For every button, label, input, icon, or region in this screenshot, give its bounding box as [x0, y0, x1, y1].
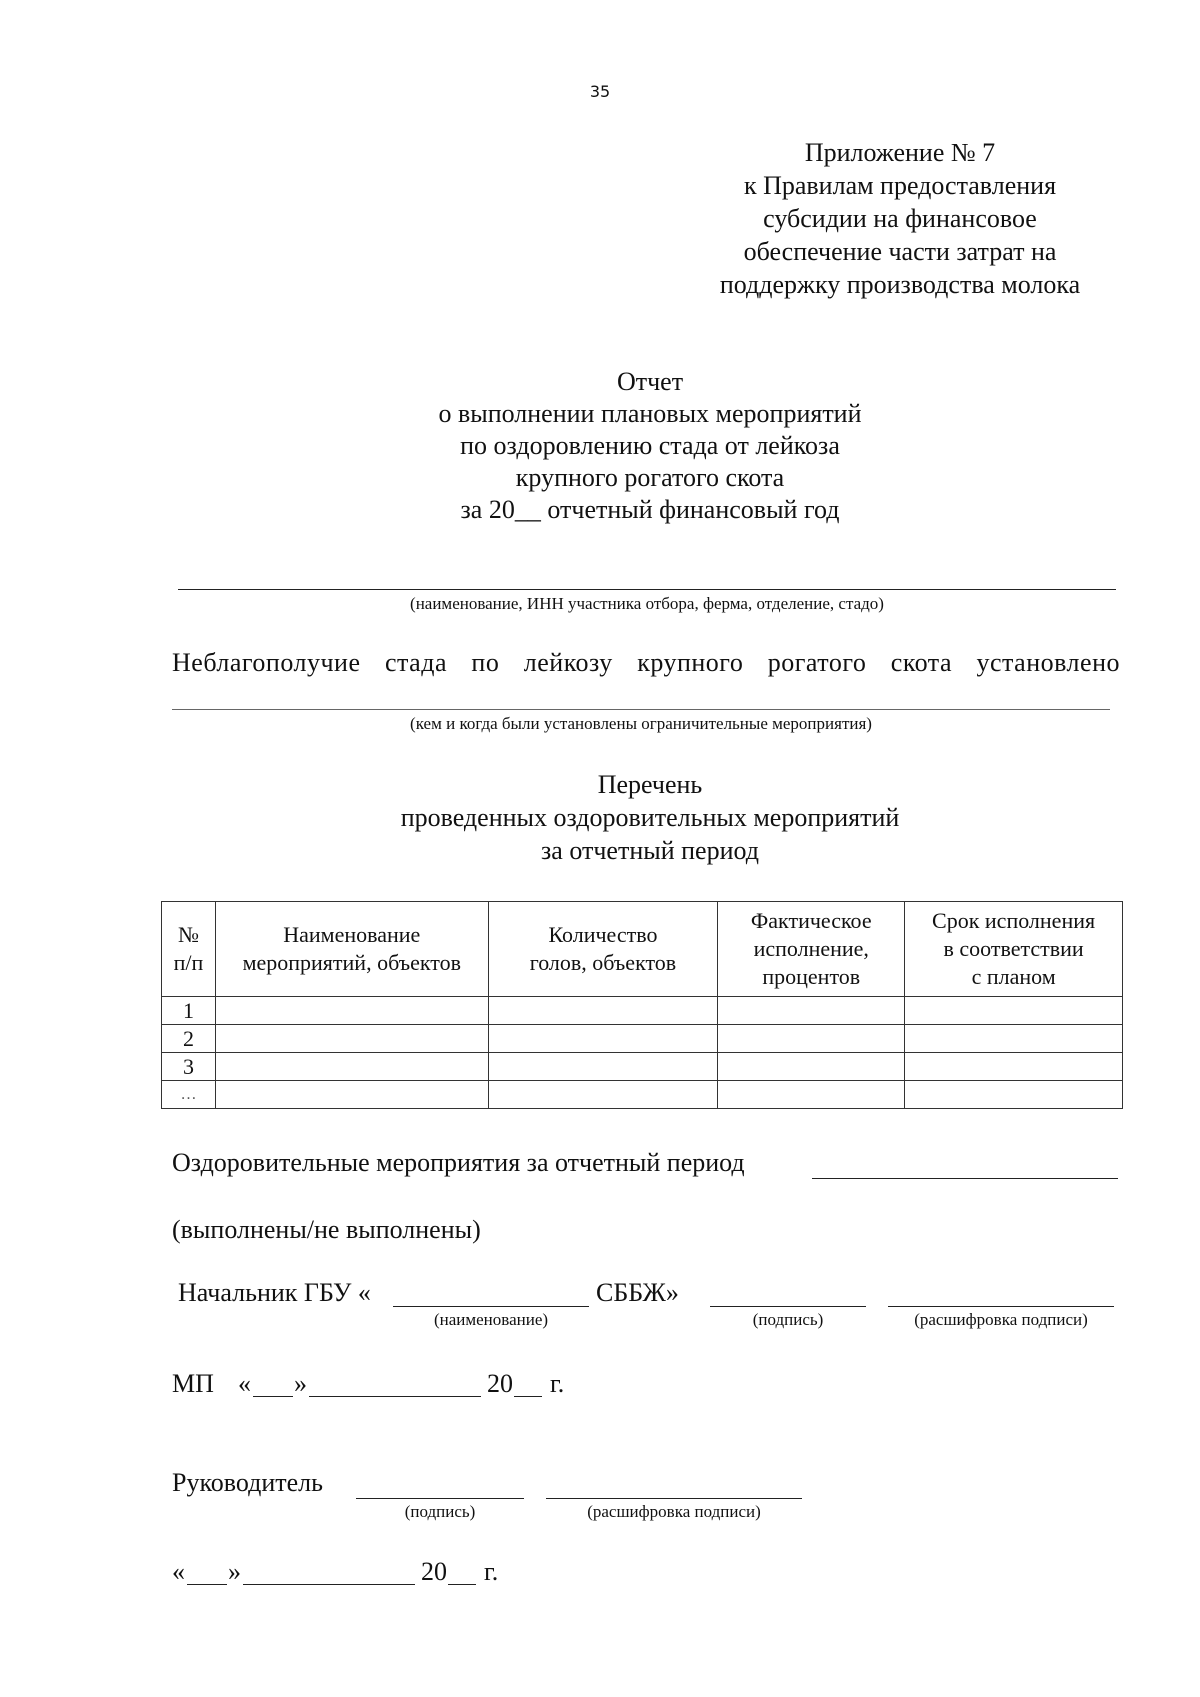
row-number: 1 — [162, 997, 216, 1025]
header-quantity-line: голов, объектов — [529, 950, 677, 975]
mp-day-fill-line[interactable] — [253, 1396, 293, 1397]
mp-year: 20 — [487, 1369, 513, 1398]
manager-label: Руководитель — [172, 1468, 323, 1497]
measures-table — [161, 901, 1123, 1109]
header-actual — [718, 902, 905, 997]
final-year-suffix: г. — [484, 1557, 499, 1586]
restrictions-caption: (кем и когда были установлены ограничительные мероприятия) — [410, 714, 872, 733]
appendix-line-1: Приложение № 7 — [804, 138, 996, 167]
final-day-fill-line[interactable] — [187, 1584, 227, 1585]
measures-note: (выполнены/не выполнены) — [172, 1215, 481, 1244]
header-number — [162, 902, 216, 997]
header-actual-line: исполнение, — [753, 936, 869, 961]
table-cell[interactable] — [488, 1081, 718, 1109]
table-cell[interactable] — [215, 1053, 488, 1081]
header-deadline-line: с планом — [971, 964, 1056, 989]
final-year-fill-line[interactable] — [448, 1584, 476, 1585]
table-cell[interactable] — [488, 997, 718, 1025]
head-caption-sign: (подпись) — [752, 1310, 824, 1329]
list-title-line-1: Перечень — [597, 770, 703, 799]
unfavorable-word: по — [471, 648, 500, 677]
restrictions-fill-line[interactable] — [172, 709, 1110, 710]
header-number-line: № — [177, 922, 199, 947]
table-header-row — [162, 902, 1123, 997]
header-quantity-line: Количество — [548, 922, 658, 947]
final-close-quote: » — [228, 1557, 241, 1586]
measures-text: Оздоровительные мероприятия за отчетный период — [172, 1148, 745, 1177]
head-sign-fill-line[interactable] — [710, 1306, 866, 1307]
report-title — [250, 366, 1050, 526]
header-quantity — [488, 902, 718, 997]
header-deadline-line: Срок исполнения — [932, 908, 1096, 933]
list-title — [250, 768, 1050, 867]
manager-caption-sign: (подпись) — [404, 1502, 476, 1521]
table-cell[interactable] — [905, 1053, 1123, 1081]
participant-fill-line[interactable] — [178, 589, 1116, 590]
table-cell[interactable] — [718, 1025, 905, 1053]
final-month-fill-line[interactable] — [243, 1584, 415, 1585]
unfavorable-word: крупного — [637, 648, 744, 677]
header-actual-line: процентов — [762, 964, 861, 989]
row-number: 3 — [162, 1053, 216, 1081]
report-title-line-4: крупного рогатого скота — [515, 463, 785, 492]
row-number: … — [162, 1081, 216, 1109]
mp-close-quote: » — [294, 1369, 307, 1398]
table-row — [162, 997, 1123, 1025]
report-title-line-5: за 20__ отчетный финансовый год — [460, 495, 840, 524]
head-org-fill-line[interactable] — [393, 1306, 589, 1307]
list-title-line-3: за отчетный период — [541, 836, 759, 865]
manager-caption-decode: (расшифровка подписи) — [587, 1502, 761, 1521]
unfavorable-word: Неблагополучие — [172, 648, 361, 677]
header-actual-line: Фактическое — [750, 908, 872, 933]
table-cell[interactable] — [905, 1081, 1123, 1109]
manager-decode-fill-line[interactable] — [546, 1498, 802, 1499]
row-number: 2 — [162, 1025, 216, 1053]
head-caption-name: (наименование) — [433, 1310, 549, 1329]
mp-year-fill-line[interactable] — [514, 1396, 542, 1397]
appendix-line-2: к Правилам предоставления — [743, 171, 1057, 200]
head-caption-decode: (расшифровка подписи) — [914, 1310, 1088, 1329]
page-number: 35 — [589, 82, 611, 101]
report-title-line-1: Отчет — [616, 367, 684, 396]
unfavorable-word: стада — [384, 648, 447, 677]
final-open-quote: « — [172, 1557, 185, 1586]
header-name-line: Наименование — [283, 922, 421, 947]
manager-sign-fill-line[interactable] — [356, 1498, 524, 1499]
appendix-line-4: обеспечение части затрат на — [743, 237, 1057, 266]
final-year: 20 — [421, 1557, 447, 1586]
head-prefix: Начальник ГБУ « — [178, 1278, 371, 1307]
measures-fill-line[interactable] — [812, 1178, 1118, 1179]
appendix-line-5: поддержку производства молока — [719, 270, 1081, 299]
report-title-line-3: по оздоровлению стада от лейкоза — [460, 431, 840, 460]
table-row — [162, 1025, 1123, 1053]
table-cell[interactable] — [718, 1053, 905, 1081]
header-deadline-line: в соответствии — [943, 936, 1084, 961]
table-row — [162, 1081, 1123, 1109]
participant-caption: (наименование, ИНН участника отбора, ферма, отделение, стадо) — [410, 594, 884, 613]
table-cell[interactable] — [905, 1025, 1123, 1053]
unfavorable-word: скота — [890, 648, 953, 677]
unfavorable-statement — [172, 648, 1120, 678]
list-title-line-2: проведенных оздоровительных мероприятий — [400, 803, 900, 832]
unfavorable-word: лейкозу — [523, 648, 613, 677]
table-cell[interactable] — [215, 1025, 488, 1053]
table-cell[interactable] — [488, 1025, 718, 1053]
report-title-line-2: о выполнении плановых мероприятий — [438, 399, 862, 428]
mp-label: МП — [172, 1369, 214, 1398]
header-name — [215, 902, 488, 997]
appendix-line-3: субсидии на финансовое — [763, 204, 1037, 233]
head-decode-fill-line[interactable] — [888, 1306, 1114, 1307]
header-number-line: п/п — [173, 950, 204, 975]
header-name-line: мероприятий, объектов — [242, 950, 461, 975]
table-cell[interactable] — [488, 1053, 718, 1081]
header-deadline — [905, 902, 1123, 997]
mp-open-quote: « — [238, 1369, 251, 1398]
unfavorable-word: рогатого — [767, 648, 867, 677]
table-cell[interactable] — [718, 997, 905, 1025]
table-row — [162, 1053, 1123, 1081]
mp-year-suffix: г. — [550, 1369, 565, 1398]
mp-month-fill-line[interactable] — [309, 1396, 481, 1397]
table-cell[interactable] — [215, 1081, 488, 1109]
head-suffix: СББЖ» — [596, 1278, 679, 1307]
unfavorable-word: установлено — [976, 648, 1120, 677]
table-cell[interactable] — [718, 1081, 905, 1109]
table-cell[interactable] — [905, 997, 1123, 1025]
appendix-header — [650, 136, 1150, 301]
table-cell[interactable] — [215, 997, 488, 1025]
